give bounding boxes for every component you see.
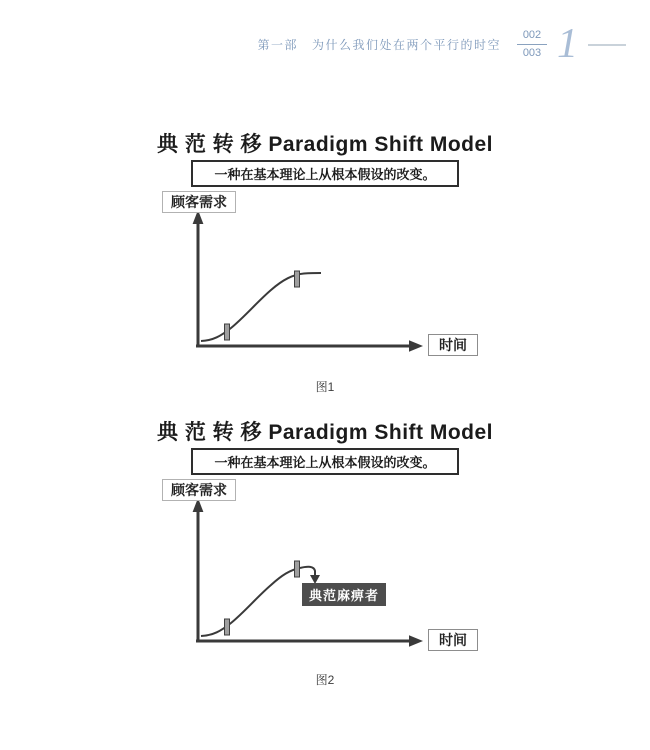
figure-2-x-axis-label: 时间	[428, 629, 478, 651]
s-curve	[201, 273, 321, 341]
figure-2-caption: 图2	[315, 673, 335, 688]
x-axis-arrowhead-icon	[409, 340, 423, 352]
curve-tick-1	[225, 324, 230, 340]
page-number-fraction	[517, 29, 547, 60]
figure-1-title: 典 范 转 移 Paradigm Shift Model	[156, 133, 494, 156]
figure-2-title: 典 范 转 移 Paradigm Shift Model	[156, 421, 494, 445]
page-number-top: 002	[522, 29, 542, 42]
paradigm-paralysis-label: 典范麻痹者	[302, 583, 386, 606]
figure-1-caption: 图1	[315, 380, 335, 395]
figure-1-x-axis-label: 时间	[428, 334, 478, 356]
curve-tick-1	[225, 619, 230, 635]
page-header	[257, 21, 626, 67]
s-curve	[201, 568, 300, 636]
figure-1-subtitle: 一种在基本理论上从根本假设的改变。	[214, 167, 436, 183]
fraction-divider	[517, 44, 547, 45]
chapter-heading	[257, 36, 501, 53]
figure-1-chart	[160, 191, 490, 366]
figure-2-subtitle-box	[191, 448, 458, 475]
curve-tick-2	[295, 561, 300, 577]
curve-tick-2	[295, 271, 300, 287]
page-number-bottom: 003	[522, 47, 542, 60]
figure-1-y-axis-label: 顾客需求	[162, 191, 236, 213]
part-number: 1	[557, 21, 578, 67]
figure-2-y-axis-label: 顾客需求	[162, 479, 236, 501]
section-label: 第一部	[257, 38, 298, 53]
x-axis-arrowhead-icon	[409, 635, 423, 647]
figure-2	[0, 421, 650, 688]
figure-2-chart	[160, 479, 490, 659]
chapter-title: 为什么我们处在两个平行的时空	[311, 38, 501, 53]
figure-1-subtitle-box	[191, 160, 458, 187]
annotation-arrow-line	[300, 567, 315, 576]
figure-2-subtitle: 一种在基本理论上从根本假设的改变。	[214, 455, 436, 471]
header-dash-rule	[588, 44, 626, 46]
